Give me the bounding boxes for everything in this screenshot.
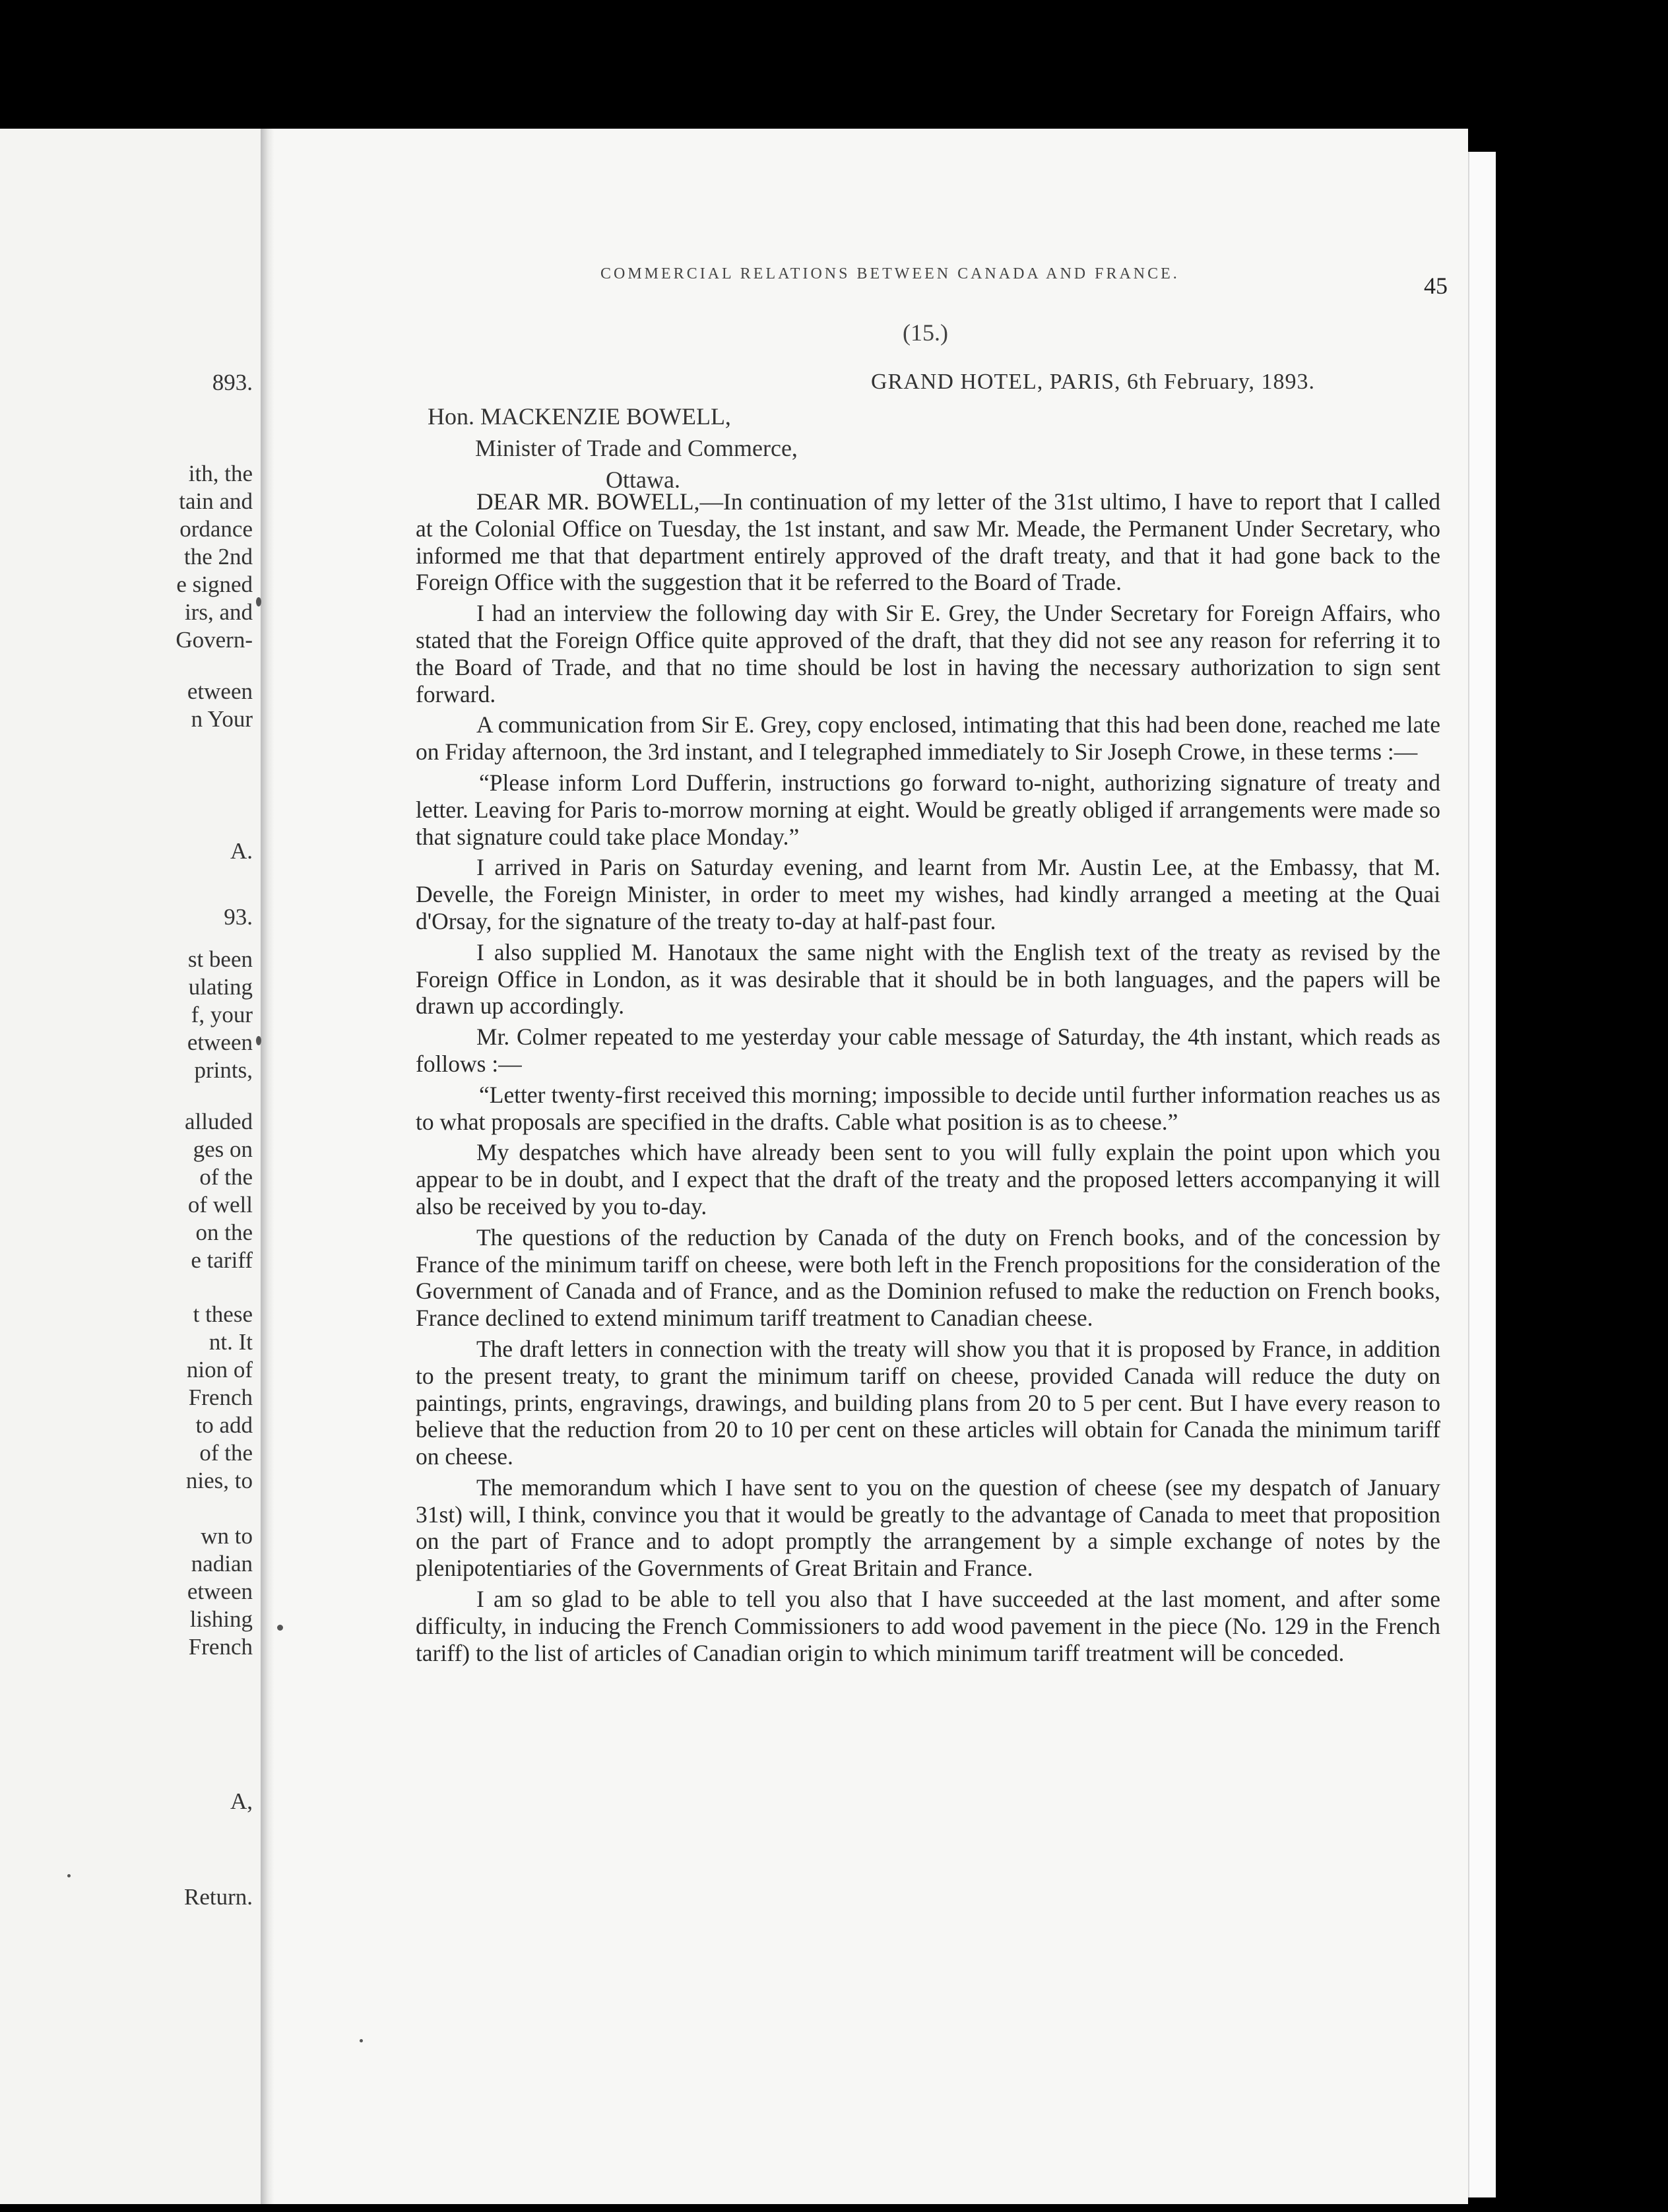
left-page-fragment: nion of bbox=[186, 1357, 253, 1382]
left-page-fragment: wn to bbox=[201, 1523, 253, 1549]
letter-paragraph: The memorandum which I have sent to you on the question of cheese (see my despatch of January 31st) will, I think, convince you that it would be greatly to the advantage of Canada to meet that proposition on the part of France and to adopt promptly the arrangement by a simple exchange of notes by the plenipotentiaries of the Governments of Great Britain and France. bbox=[416, 1474, 1440, 1582]
left-page-fragment: French bbox=[188, 1634, 253, 1660]
left-page-fragment: alluded bbox=[184, 1109, 253, 1134]
letter-paragraph: DEAR MR. BOWELL,—In continuation of my letter of the 31st ultimo, I have to report that I called at the Colonial Office on Tuesday, the 1st instant, and saw Mr. Meade, the Permanent Under Secretary, who informed me that that department entirely approved of the draft treaty, and that it had gone back to the Foreign Office with the suggestion that it be referred to the Board of Trade. bbox=[416, 488, 1440, 596]
left-page-fragment: nadian bbox=[191, 1551, 253, 1577]
dateline: GRAND HOTEL, PARIS, 6th February, 1893. bbox=[871, 370, 1316, 394]
letter-paragraph: I am so glad to be able to tell you also that I have succeeded at the last moment, and after some difficulty, in inducing the French Commissioners to add wood pavement in the piece (No. 129 in the French tariff) to the list of articles of Canadian origin to which minimum tariff treatment will be conceded. bbox=[416, 1586, 1440, 1666]
ink-dot bbox=[360, 2039, 363, 2042]
left-page-fragment: irs, and bbox=[184, 599, 253, 625]
left-page-fragment: 93. bbox=[224, 904, 253, 930]
left-page-fragment: n Your bbox=[191, 706, 253, 732]
page-number: 45 bbox=[1424, 273, 1448, 299]
left-page-fragment: prints, bbox=[194, 1057, 253, 1083]
left-page-fragment: lishing bbox=[189, 1606, 253, 1632]
left-page-fragment: to add bbox=[195, 1412, 253, 1438]
letter-paragraph: A communication from Sir E. Grey, copy enclosed, intimating that this had been done, reached me late on Friday afternoon, the 3rd instant, and I telegraphed immediately to Sir Joseph Crowe, in these terms :— bbox=[416, 711, 1440, 765]
left-page-fragment: tain and bbox=[179, 488, 253, 514]
letter-body bbox=[416, 488, 1440, 1670]
left-page-fragment: etween bbox=[187, 1029, 253, 1055]
page-edge bbox=[1468, 152, 1496, 2197]
binding-mark bbox=[256, 1036, 261, 1045]
left-page-fragment: st been bbox=[187, 946, 253, 972]
addressee-name: Hon. MACKENZIE BOWELL, bbox=[428, 403, 731, 430]
left-page-fragment: Return. bbox=[183, 1884, 253, 1910]
left-page-fragment: nt. It bbox=[208, 1329, 253, 1355]
left-page-fragment: on the bbox=[195, 1220, 253, 1245]
left-page-fragment: ordance bbox=[179, 516, 253, 542]
left-page-fragment: etween bbox=[187, 1578, 253, 1604]
ink-dot bbox=[67, 1874, 71, 1877]
left-page-fragment: A. bbox=[230, 838, 253, 864]
addressee-place: Ottawa. bbox=[606, 467, 680, 493]
ink-dot bbox=[277, 1625, 283, 1631]
letter-paragraph: I had an interview the following day with Sir E. Grey, the Under Secretary for Foreign Affairs, who stated that the Foreign Office quite approved of the draft, that they did not see any reason for referring it to the Board of Trade, and that no time should be lost in having the necessary authorization to sign sent forward. bbox=[416, 600, 1440, 707]
left-page-fragment: of the bbox=[199, 1164, 253, 1190]
addressee-title: Minister of Trade and Commerce, bbox=[475, 435, 798, 461]
left-page bbox=[0, 129, 261, 2204]
left-page-fragment: of the bbox=[199, 1440, 253, 1466]
left-page-fragment: A, bbox=[230, 1788, 253, 1814]
quoted-telegram: “Letter twenty-first received this morning; impossible to decide until further information reaches us as to what proposals are specified in the drafts. Cable what position is as to cheese.” bbox=[416, 1081, 1440, 1135]
left-page-fragment: etween bbox=[187, 678, 253, 704]
letter-paragraph: I arrived in Paris on Saturday evening, and learnt from Mr. Austin Lee, at the Embassy, that M. Develle, the Foreign Minister, in order to meet my wishes, had kindly arranged a meeting at the Quai d'Orsay, for the signature of the treaty to-day at half-past four. bbox=[416, 854, 1440, 934]
left-page-fragment: Govern- bbox=[176, 627, 253, 653]
quoted-telegram: “Please inform Lord Dufferin, instructions go forward to-night, authorizing signature of treaty and letter. Leaving for Paris to-morrow morning at eight. Would be greatly obliged if arrangements were made so that signature could take place Monday.” bbox=[416, 769, 1440, 850]
left-page-fragment: nies, to bbox=[185, 1468, 253, 1493]
left-page-fragment: 893. bbox=[212, 370, 253, 395]
left-page-fragment: ulating bbox=[188, 974, 253, 1000]
left-page-fragment: t these bbox=[193, 1301, 253, 1327]
left-page-fragment: f, your bbox=[191, 1002, 253, 1027]
left-page-fragment: e signed bbox=[176, 571, 253, 597]
left-page-fragment: e tariff bbox=[191, 1247, 253, 1273]
document-number: (15.) bbox=[903, 319, 948, 346]
left-page-fragment: the 2nd bbox=[183, 544, 253, 569]
left-page-fragment: French bbox=[188, 1384, 253, 1410]
letter-paragraph: The draft letters in connection with the treaty will show you that it is proposed by France, in addition to the present treaty, to grant the minimum tariff on cheese, provided Canada will reduce the duty on paintings, prints, engravings, drawings, and building plans from 20 to 5 per cent. But I have every reason to believe that the reduction from 20 to 10 per cent on these articles will obtain for Canada the minimum tariff on cheese. bbox=[416, 1335, 1440, 1470]
letter-paragraph: I also supplied M. Hanotaux the same night with the English text of the treaty as revised by the Foreign Office in London, as it was desirable that it should be in both languages, and the papers will be drawn up accordingly. bbox=[416, 938, 1440, 1020]
running-head: COMMERCIAL RELATIONS BETWEEN CANADA AND FRANCE. bbox=[600, 265, 1180, 282]
left-page-fragment: ges on bbox=[193, 1136, 253, 1162]
book-gutter bbox=[261, 129, 274, 2204]
letter-paragraph: My despatches which have already been sent to you will fully explain the point upon which you appear to be in doubt, and I expect that the draft of the treaty and the proposed letters accompanying it will also be received by you to-day. bbox=[416, 1139, 1440, 1220]
left-page-fragment: of well bbox=[187, 1192, 253, 1218]
letter-paragraph: The questions of the reduction by Canada of the duty on French books, and of the concession by France of the minimum tariff on cheese, were both left in the French propositions for the consideration of the Government of Canada and of France, and as the Dominion refused to make the reduction on French books, France declined to extend minimum tariff treatment to Canadian cheese. bbox=[416, 1223, 1440, 1332]
left-page-fragment: ith, the bbox=[188, 461, 253, 486]
letter-paragraph: Mr. Colmer repeated to me yesterday your cable message of Saturday, the 4th instant, which reads as follows :— bbox=[416, 1024, 1440, 1077]
binding-mark bbox=[256, 597, 261, 606]
